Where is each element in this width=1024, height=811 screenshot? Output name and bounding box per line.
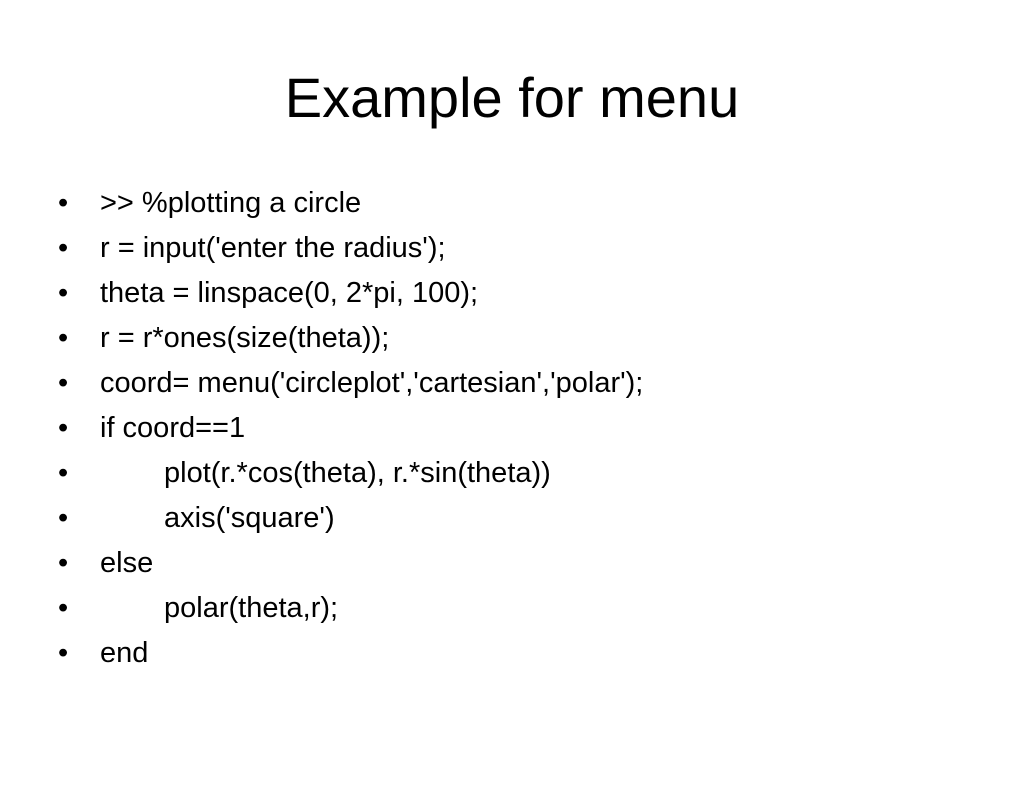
- bullet-item: [58, 181, 362, 226]
- bullet-item: [58, 541, 154, 586]
- bullet-icon: •: [58, 592, 69, 624]
- slide-title: Example for menu: [284, 66, 740, 129]
- bullet-item: [58, 226, 446, 271]
- bullet-text: theta = linspace(0, 2*pi, 100);: [100, 277, 479, 309]
- bullet-icon: •: [58, 547, 69, 579]
- bullet-text: axis('square'): [164, 502, 335, 534]
- bullet-item-indented: [58, 496, 335, 541]
- bullet-item: [58, 316, 390, 361]
- bullet-text: end: [100, 637, 149, 669]
- bullet-icon: •: [58, 637, 69, 669]
- bullet-item: [58, 406, 246, 451]
- bullet-text: >> %plotting a circle: [100, 187, 362, 219]
- bullet-icon: •: [58, 322, 69, 354]
- bullet-text: coord= menu('circleplot','cartesian','polar');: [100, 367, 644, 399]
- bullet-text: plot(r.*cos(theta), r.*sin(theta)): [164, 457, 551, 489]
- bullet-text: r = r*ones(size(theta));: [100, 322, 390, 354]
- bullet-text: if coord==1: [100, 412, 246, 444]
- bullet-item: [58, 361, 644, 406]
- bullet-icon: •: [58, 277, 69, 309]
- bullet-text: else: [100, 547, 154, 579]
- bullet-list: [58, 181, 644, 676]
- bullet-icon: •: [58, 502, 69, 534]
- bullet-icon: •: [58, 187, 69, 219]
- bullet-icon: •: [58, 412, 69, 444]
- bullet-text: polar(theta,r);: [164, 592, 339, 624]
- bullet-icon: •: [58, 367, 69, 399]
- bullet-item-indented: [58, 451, 551, 496]
- bullet-icon: •: [58, 457, 69, 489]
- bullet-icon: •: [58, 232, 69, 264]
- bullet-item: [58, 271, 479, 316]
- bullet-item-indented: [58, 586, 339, 631]
- bullet-item: [58, 631, 149, 676]
- bullet-text: r = input('enter the radius');: [100, 232, 446, 264]
